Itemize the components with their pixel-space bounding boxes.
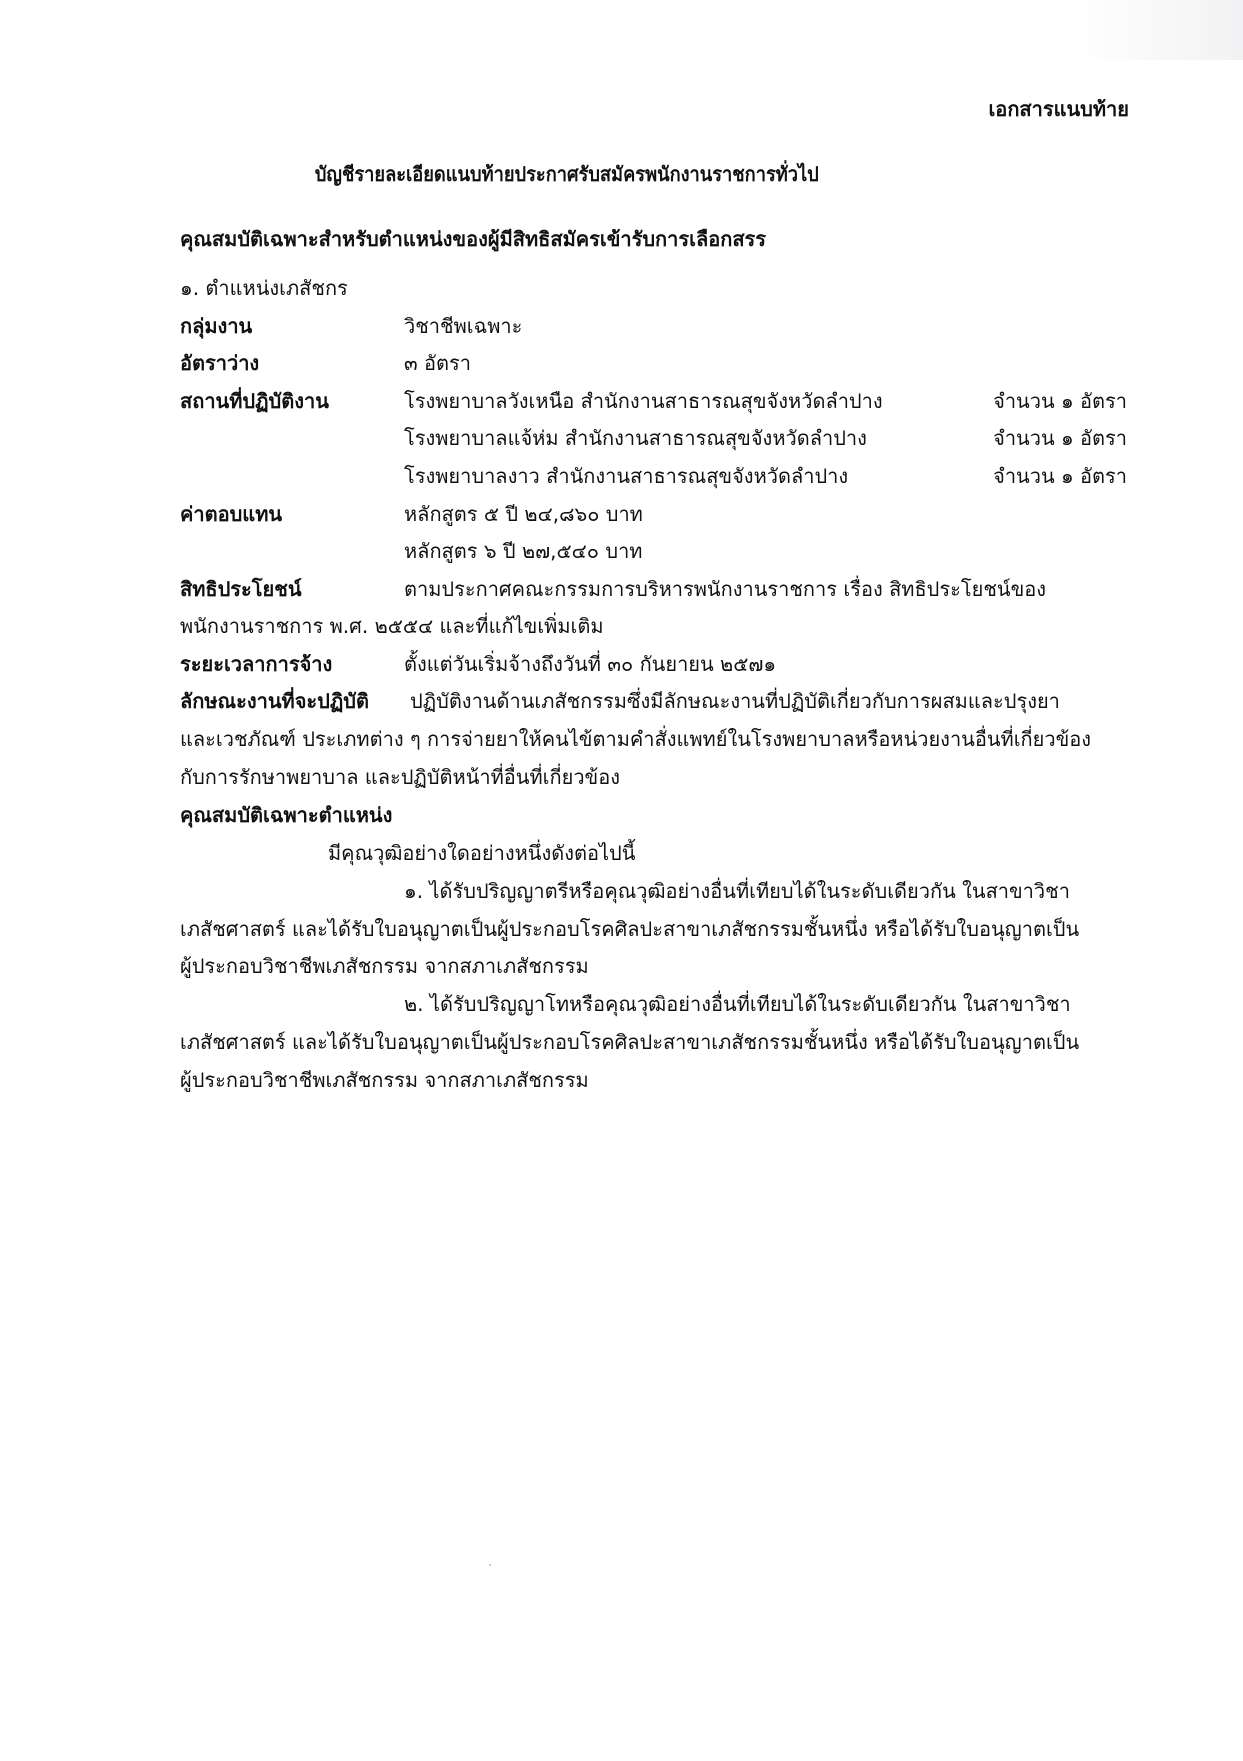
document-title: บัญชีรายละเอียดแนบท้ายประกาศรับสมัครพนักงานราชการทั่วไป — [314, 162, 819, 186]
vacancies-value: ๓ อัตรา — [404, 351, 472, 375]
workplace-count: จำนวน ๑ อัตรา — [993, 389, 1127, 413]
vacancies-label: อัตราว่าง — [180, 351, 260, 375]
qualification-1-line1: ๑. ได้รับปริญญาตรีหรือคุณวุฒิอย่างอื่นที่เทียบได้ในระดับเดียวกัน ในสาขาวิชา — [404, 879, 1070, 903]
scan-speck — [489, 1564, 491, 1566]
benefits-text-line2: พนักงานราชการ พ.ศ. ๒๕๕๔ และที่แก้ไขเพิ่มเติม — [180, 614, 604, 638]
duties-text-line2: และเวชภัณฑ์ ประเภทต่าง ๆ การจ่ายยาให้คนไข้ตามคำสั่งแพทย์ในโรงพยาบาลหรือหน่วยงานอื่นที่เกี่ยวข้อง — [180, 727, 1092, 751]
qualification-2-line2: เภสัชศาสตร์ และได้รับใบอนุญาตเป็นผู้ประกอบโรคศิลปะสาขาเภสัชกรรมชั้นหนึ่ง หรือได้รับใบอนุญาตเป็น — [180, 1030, 1080, 1054]
period-label: ระยะเวลาการจ้าง — [180, 652, 333, 676]
position-heading: ๑. ตำแหน่งเภสัชกร — [180, 276, 348, 300]
workplace-name: โรงพยาบาลงาว สำนักงานสาธารณสุขจังหวัดลำปาง — [404, 464, 849, 488]
duties-text-line3: กับการรักษาพยาบาล และปฏิบัติหน้าที่อื่นที่เกี่ยวข้อง — [180, 765, 620, 789]
scan-shading — [1073, 0, 1243, 60]
benefits-text-line1: ตามประกาศคณะกรรมการบริหารพนักงานราชการ เรื่อง สิทธิประโยชน์ของ — [404, 577, 1047, 601]
workplace-name: โรงพยาบาลแจ้ห่ม สำนักงานสาธารณสุขจังหวัดลำปาง — [404, 426, 867, 450]
workplace-name: โรงพยาบาลวังเหนือ สำนักงานสาธารณสุขจังหวัดลำปาง — [404, 389, 883, 413]
qualification-1-line2: เภสัชศาสตร์ และได้รับใบอนุญาตเป็นผู้ประกอบโรคศิลปะสาขาเภสัชกรรมชั้นหนึ่ง หรือได้รับใบอนุญาตเป็น — [180, 917, 1080, 941]
benefits-label: สิทธิประโยชน์ — [180, 577, 302, 601]
workplace-count: จำนวน ๑ อัตรา — [993, 426, 1127, 450]
group-value: วิชาชีพเฉพาะ — [404, 314, 523, 338]
workplace-label: สถานที่ปฏิบัติงาน — [180, 389, 329, 413]
compensation-item: หลักสูตร ๕ ปี ๒๔,๘๖๐ บาท — [404, 502, 643, 526]
qualification-2-line3: ผู้ประกอบวิชาชีพเภสัชกรรม จากสภาเภสัชกรรม — [180, 1068, 589, 1092]
compensation-item: หลักสูตร ๖ ปี ๒๗,๕๔๐ บาท — [404, 539, 643, 563]
duties-label: ลักษณะงานที่จะปฏิบัติ — [180, 689, 369, 713]
qualifications-heading: คุณสมบัติเฉพาะตำแหน่ง — [180, 803, 393, 827]
compensation-label: ค่าตอบแทน — [180, 502, 283, 526]
qualification-2-line1: ๒. ได้รับปริญญาโทหรือคุณวุฒิอย่างอื่นที่เทียบได้ในระดับเดียวกัน ในสาขาวิชา — [404, 992, 1071, 1016]
group-label: กลุ่มงาน — [180, 314, 253, 338]
workplace-count: จำนวน ๑ อัตรา — [993, 464, 1127, 488]
qualification-1-line3: ผู้ประกอบวิชาชีพเภสัชกรรม จากสภาเภสัชกรรม — [180, 954, 589, 978]
qualifications-intro: มีคุณวุฒิอย่างใดอย่างหนึ่งดังต่อไปนี้ — [328, 841, 636, 865]
attachment-label: เอกสารแนบท้าย — [988, 97, 1129, 121]
period-value: ตั้งแต่วันเริ่มจ้างถึงวันที่ ๓๐ กันยายน ๒๕๗๑ — [404, 652, 777, 676]
section-heading: คุณสมบัติเฉพาะสำหรับตำแหน่งของผู้มีสิทธิสมัครเข้ารับการเลือกสรร — [180, 227, 767, 251]
duties-text-line1: ปฏิบัติงานด้านเภสัชกรรมซึ่งมีลักษณะงานที่ปฏิบัติเกี่ยวกับการผสมและปรุงยา — [410, 689, 1060, 713]
